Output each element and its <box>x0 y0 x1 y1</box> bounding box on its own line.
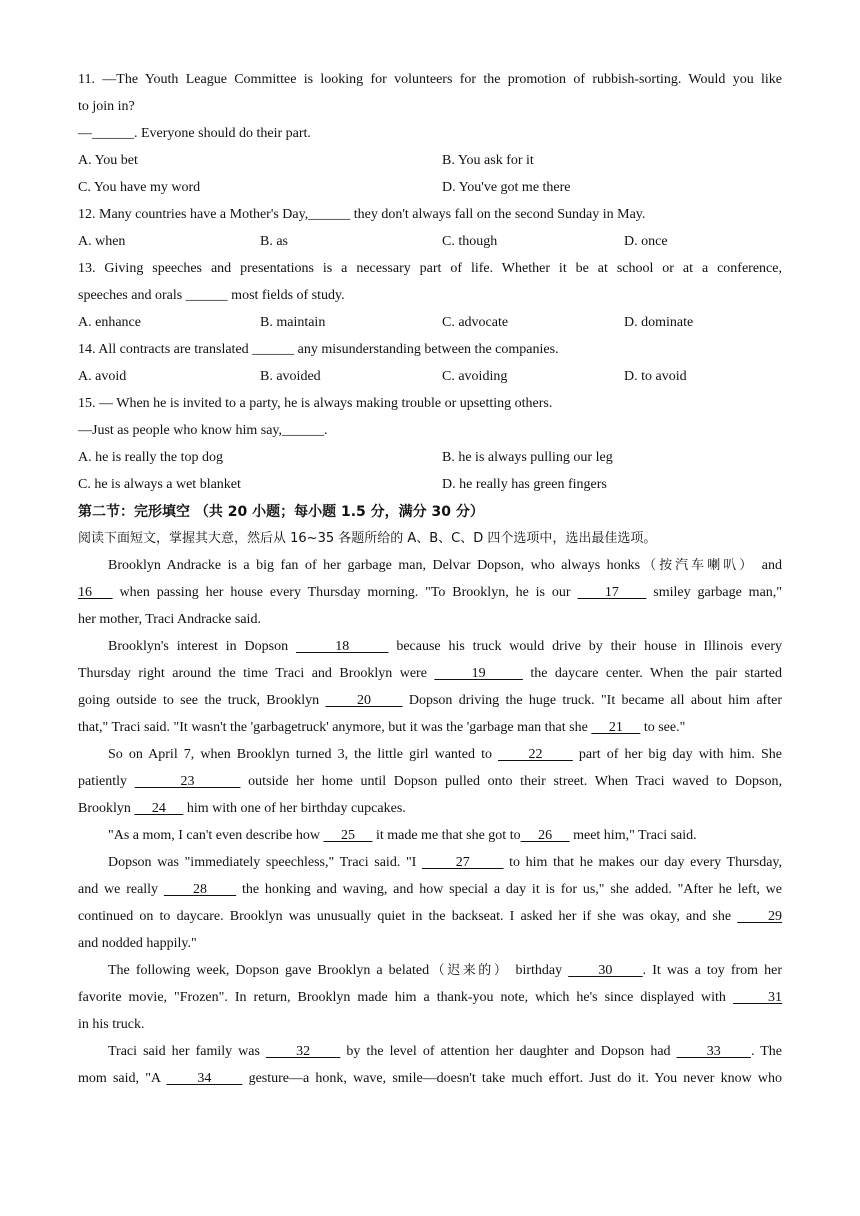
blank-30[interactable]: 30 <box>568 963 643 978</box>
blank-28[interactable]: 28 <box>163 882 237 897</box>
blank-16[interactable]: 16 <box>78 585 113 600</box>
blank-24[interactable]: 24 <box>134 801 184 816</box>
q11-stem-cont: to join in? <box>78 99 135 114</box>
passage-p3-line3: Brooklyn 24 him with one of her birthday cupcakes. <box>78 801 406 816</box>
passage-p5-line2: and we really 28 the honking and waving, and how special a day it is for us," she added. "After he left, we <box>78 882 782 897</box>
q13-stem-cont: speeches and orals ______ most fields of study. <box>78 288 345 303</box>
q11-option-b[interactable]: B. You ask for it <box>442 153 534 168</box>
blank-27[interactable]: 27 <box>421 855 504 870</box>
passage-p1-line2: 16 when passing her house every Thursday morning. "To Brooklyn, he is our 17 smiley garbage man," <box>78 585 782 600</box>
blank-21[interactable]: 21 <box>591 720 641 735</box>
passage-p4-line1: "As a mom, I can't even describe how 25 it made me that she got to 26 meet him," Traci said. <box>108 828 697 843</box>
passage-p2-line4: that," Traci said. "It wasn't the 'garbagetruck' anymore, but it was the 'garbage man that she 21 to see." <box>78 720 686 735</box>
passage-p6-line3: in his truck. <box>78 1017 145 1032</box>
q14-option-c[interactable]: C. avoiding <box>442 369 508 384</box>
passage-p7-line1: Traci said her family was 32 by the level of attention her daughter and Dopson had 33 . The <box>108 1044 783 1059</box>
passage-p2-line2: Thursday right around the time Traci and Brooklyn were 19 the daycare center. When the pair started <box>78 666 782 681</box>
passage-p2-line1: Brooklyn's interest in Dopson 18 because his truck would drive by their house in Illinois every <box>108 639 783 654</box>
passage-p6-line2: favorite movie, "Frozen". In return, Brooklyn made him a thank-you note, which he's since displayed with 31 <box>78 990 783 1005</box>
q11-option-a[interactable]: A. You bet <box>78 153 138 168</box>
passage-p7-line2: mom said, "A 34 gesture—a honk, wave, smile—doesn't take much effort. Just do it. You never know who <box>78 1071 782 1086</box>
q15-option-a[interactable]: A. he is really the top dog <box>78 450 224 465</box>
q12-stem: 12. Many countries have a Mother's Day,______ they don't always fall on the second Sunday in May. <box>78 207 646 222</box>
q13-option-b[interactable]: B. maintain <box>260 315 326 330</box>
passage-p2-line3: going outside to see the truck, Brooklyn 20 Dopson driving the huge truck. "It became all about him after <box>78 693 782 708</box>
q14-option-d[interactable]: D. to avoid <box>624 369 687 384</box>
q11-reply: —______. Everyone should do their part. <box>78 126 311 141</box>
passage-p3-line1: So on April 7, when Brooklyn turned 3, the little girl wanted to 22 part of her big day with him. She <box>108 747 783 762</box>
blank-18[interactable]: 18 <box>295 639 389 654</box>
section-heading: 第二节：完形填空 （共 20 小题；每小题 1.5 分，满分 30 分） <box>78 504 484 520</box>
q12-option-a[interactable]: A. when <box>78 234 126 249</box>
passage-p5-line4: and nodded happily." <box>78 936 197 951</box>
passage-p6-line1: The following week, Dopson gave Brooklyn a belated（迟来的） birthday 30 . It was a toy from her <box>108 963 782 978</box>
q14-stem: 14. All contracts are translated ______ any misunderstanding between the companies. <box>78 342 559 357</box>
q12-option-d[interactable]: D. once <box>624 234 668 249</box>
blank-32[interactable]: 32 <box>265 1044 341 1059</box>
blank-23[interactable]: 23 <box>134 774 241 789</box>
blank-26[interactable]: 26 <box>520 828 570 843</box>
passage-p3-line2: patiently 23 outside her home until Dopson pulled onto their street. When Traci waved to Dopson, <box>78 774 783 789</box>
q15-option-d[interactable]: D. he really has green fingers <box>442 477 607 492</box>
blank-17[interactable]: 17 <box>577 585 647 600</box>
blank-33[interactable]: 33 <box>676 1044 751 1059</box>
blank-19[interactable]: 19 <box>434 666 523 681</box>
blank-25[interactable]: 25 <box>323 828 373 843</box>
blank-22[interactable]: 22 <box>498 747 573 762</box>
blank-29[interactable]: 29 <box>737 909 783 924</box>
q15-stem: 15. — When he is invited to a party, he is always making trouble or upsetting others. <box>78 396 553 411</box>
q14-option-b[interactable]: B. avoided <box>260 369 321 384</box>
q13-stem: 13. Giving speeches and presentations is a necessary part of life. Whether it be at school or at a conference, <box>78 261 782 276</box>
passage-p1-line3: her mother, Traci Andracke said. <box>78 612 261 627</box>
q15-option-b[interactable]: B. he is always pulling our leg <box>442 450 613 465</box>
q13-option-d[interactable]: D. dominate <box>624 315 694 330</box>
blank-31[interactable]: 31 <box>732 990 783 1005</box>
blank-34[interactable]: 34 <box>166 1071 243 1086</box>
q11-option-c[interactable]: C. You have my word <box>78 180 201 195</box>
q13-option-a[interactable]: A. enhance <box>78 315 141 330</box>
passage-p5-line1: Dopson was "immediately speechless," Traci said. "I 27 to him that he makes our day every Thursday, <box>108 855 783 870</box>
q11-stem: 11. —The Youth League Committee is looking for volunteers for the promotion of rubbish-sorting. Would you like <box>78 72 782 87</box>
q12-option-b[interactable]: B. as <box>260 234 288 249</box>
q14-option-a[interactable]: A. avoid <box>78 369 127 384</box>
passage-p5-line3: continued on to daycare. Brooklyn was unusually quiet in the backseat. I asked her if she was okay, and she 29 <box>78 909 783 924</box>
q11-option-d[interactable]: D. You've got me there <box>442 180 571 195</box>
q15-reply: —Just as people who know him say,______. <box>78 423 328 438</box>
passage-p1-line1: Brooklyn Andracke is a big fan of her garbage man, Delvar Dopson, who always honks（按汽车喇叭） and <box>108 558 782 573</box>
section-instruction: 阅读下面短文，掌握其大意，然后从 16~35 各题所给的 A、B、C、D 四个选项中，选出最佳选项。 <box>78 531 657 546</box>
q13-option-c[interactable]: C. advocate <box>442 315 509 330</box>
q12-option-c[interactable]: C. though <box>442 234 498 249</box>
q15-option-c[interactable]: C. he is always a wet blanket <box>78 477 241 492</box>
blank-20[interactable]: 20 <box>325 693 403 708</box>
